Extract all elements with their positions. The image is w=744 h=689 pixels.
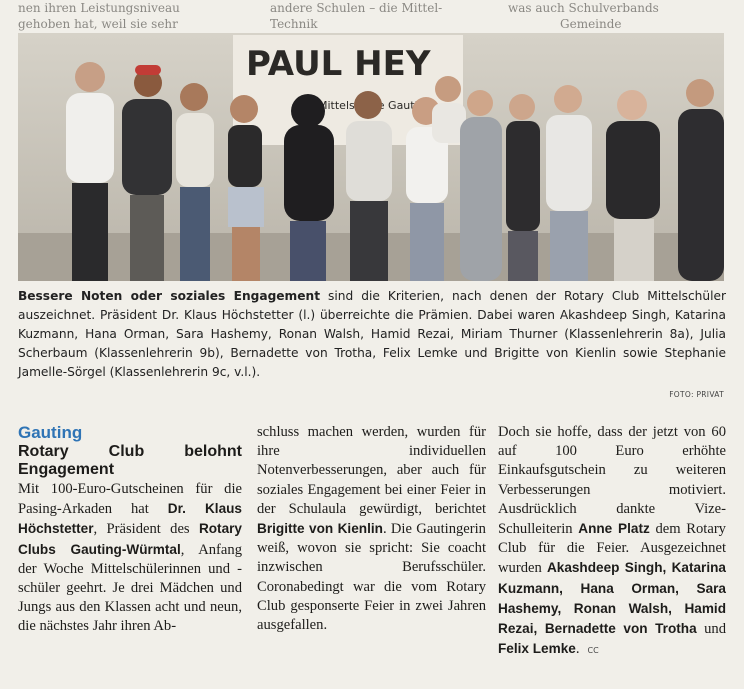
dateline: Gauting — [18, 423, 83, 442]
fragment: Gemeinde — [560, 17, 622, 31]
article-column-3 — [498, 423, 726, 683]
fragment: was auch Schulverbands — [508, 1, 659, 15]
article-headline: Rotary Club belohnt Engagement — [18, 443, 242, 478]
article-column-1 — [18, 423, 242, 683]
photo-credit: FOTO: PRIVAT — [669, 390, 724, 399]
group-photo — [18, 33, 724, 281]
column-text: Mit 100-Euro-Gutscheinen für die Pasing-Arkaden hat Dr. Klaus Höchstetter, Präsident des Rotary Clubs Gauting-Würmtal, Anfang der Woche Mittelschülerinnen und -schüler geehrt. Je drei Mädchen und Jungs aus den Klassen acht und neun, die nächstes Jahr ihren Ab- — [18, 481, 242, 635]
previous-article-fragments — [0, 0, 744, 34]
fragment: andere Schulen – die Mittel- — [270, 1, 443, 15]
fragment: gehoben hat, weil sie sehr — [18, 17, 178, 31]
banner-subtitle: Mittelschule Gauting — [318, 99, 432, 112]
banner-title: PAUL HEY — [246, 44, 431, 84]
caption-lead: Bessere Noten oder soziales Engagement — [18, 289, 321, 303]
column-text: Doch sie hoffe, dass der jetzt von 60 auf 100 Euro erhöhte Einkaufsgutschein zu weiteren Verbesserungen motiviert. Ausdrücklich dankte Vize-Schulleiterin Anne Platz dem Rotary Club für die Feier. Ausgezeichnet wurden Akashdeep Singh, Katarina Kuzmann, Hana Orman, Sara Hashemy, Ronan Walsh, Hamid Rezai, Bernadette von Trotha und Felix Lemke. CC — [498, 424, 726, 658]
column-text: schluss machen werden, wurden für ihre individuellen Notenverbesserungen, aber auch für soziales Engagement bei einer Feier in der Schulaula gewürdigt, berichtet Brigitte von Kienlin. Die Gautingerin weiß, wovon sie spricht: Sie coacht inzwischen Berufsschüler. Coronabedingt war die vom Rotary Club gesponserte Feier in zwei Jahren ausgefallen. — [257, 424, 486, 634]
author-signature: CC — [587, 646, 599, 656]
photo-caption — [18, 287, 726, 382]
fragment: Technik — [270, 17, 318, 31]
article-column-2 — [257, 423, 486, 683]
fragment: nen ihren Leistungsniveau — [18, 1, 180, 15]
caption-body: sind die Kriterien, nach denen der Rotary Club Mittelschüler auszeichnet. Präsident Dr. Klaus Höchstetter (l.) überreichte die Prämien. Dabei waren Akashdeep Singh, Katarina Kuzmann, Hana Orman, Sara Hashemy, Ronan Walsh, Hamid Rezai, Miriam Thurner (Klassenlehrerin 8a), Julia Scherbaum (Klassenlehrerin 9b), Bernadette von Trotha, Felix Lemke und Brigitte von Kienlin sowie Stephanie Jamelle-Sörgel (Klassenlehrerin 9c, v.l.). — [18, 289, 726, 379]
